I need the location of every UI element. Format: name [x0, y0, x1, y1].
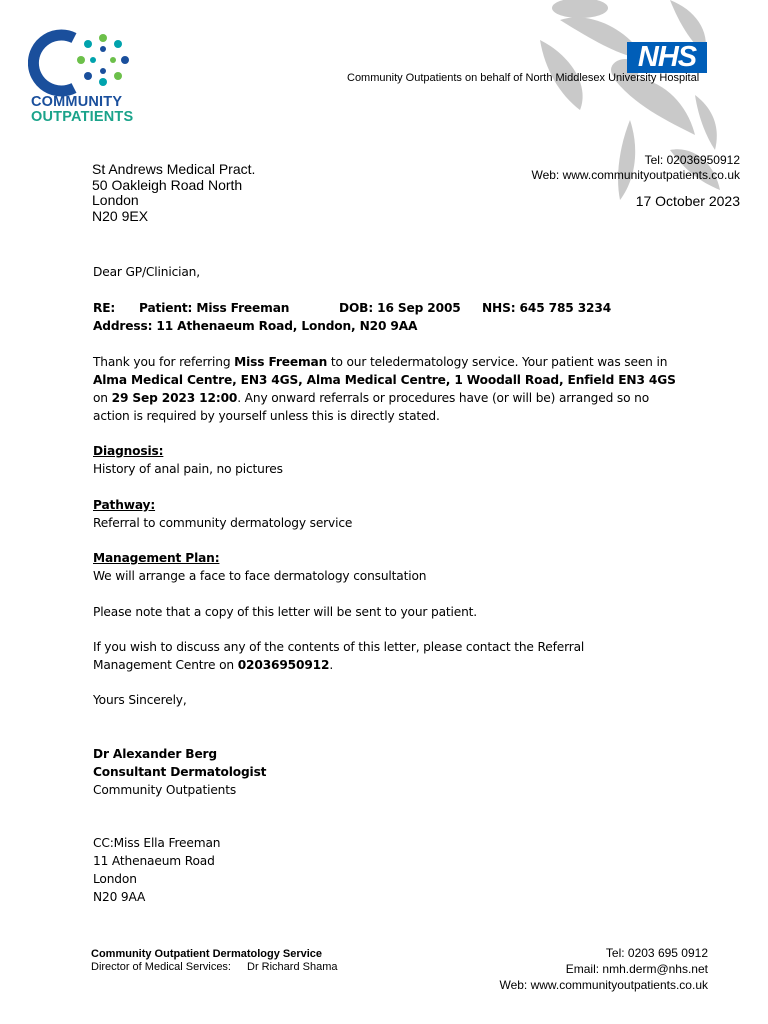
re-line — [93, 299, 693, 317]
intro-patient: Miss Freeman — [234, 355, 328, 369]
management-plan-section — [93, 549, 693, 585]
diagnosis-text: History of anal pain, no pictures — [93, 462, 283, 476]
footer-web: Web: www.communityoutpatients.co.uk — [499, 978, 708, 992]
re-label: RE: — [93, 301, 116, 315]
pathway-text: Referral to community dermatology service — [93, 516, 353, 530]
recipient-line: St Andrews Medical Pract. — [92, 161, 256, 177]
intro-text: . Any onward referrals or procedures have (or will be) arranged so no action is required by yourself unless this is directly stated. — [93, 391, 650, 423]
patient-nhs-number: NHS: 645 785 3234 — [482, 301, 612, 315]
cc-line: CC:Miss Ella Freeman — [93, 836, 221, 850]
patient-dob: DOB: 16 Sep 2005 — [339, 301, 461, 315]
footer-director-label: Director of Medical Services: — [91, 961, 231, 973]
footer-email: Email: nmh.derm@nhs.net — [565, 962, 708, 976]
nhs-logo: NHS — [627, 42, 707, 73]
copy-note: Please note that a copy of this letter will be sent to your patient. — [93, 605, 478, 619]
header-web: Web: www.communityoutpatients.co.uk — [531, 167, 740, 182]
header-tel: Tel: 02036950912 — [644, 153, 740, 167]
plan-text: We will arrange a face to face dermatology consultation — [93, 569, 427, 583]
closing: Yours Sincerely, — [93, 693, 187, 707]
footer-service: Community Outpatient Dermatology Service — [91, 948, 323, 960]
signature-title: Consultant Dermatologist — [93, 765, 267, 779]
logo-line1: COMMUNITY — [31, 94, 123, 110]
cc-line: N20 9AA — [93, 890, 146, 904]
logo-line2: OUTPATIENTS — [31, 109, 134, 125]
salutation: Dear GP/Clinician, — [93, 265, 200, 279]
footer-contact — [499, 945, 708, 993]
signature-org: Community Outpatients — [93, 783, 237, 797]
contact-text: If you wish to discuss any of the contents of this letter, please contact the Referral Management Centre on — [93, 640, 585, 672]
header-tagline: Community Outpatients on behalf of North Middlesex University Hospital — [347, 72, 700, 84]
recipient-line: N20 9EX — [92, 207, 149, 224]
pathway-heading: Pathway: — [93, 498, 156, 512]
signature-block — [93, 745, 693, 799]
diagnosis-heading: Diagnosis: — [93, 444, 164, 458]
letter-date: 17 October 2023 — [635, 193, 740, 209]
intro-text: on — [93, 391, 112, 405]
contact-text: . — [329, 658, 334, 672]
intro-text: Thank you for referring — [93, 355, 235, 369]
header-contact — [531, 153, 740, 182]
cc-line: 11 Athenaeum Road — [93, 854, 215, 868]
diagnosis-section — [93, 442, 693, 478]
logo-text — [31, 95, 133, 125]
intro-datetime: 29 Sep 2023 12:00 — [111, 391, 238, 405]
recipient-line: London — [92, 192, 139, 208]
recipient-address — [92, 162, 255, 224]
intro-text: to our teledermatology service. Your patient was seen in — [327, 355, 668, 369]
footer-director-name: Dr Richard Shama — [247, 961, 338, 973]
signature-name: Dr Alexander Berg — [93, 747, 217, 761]
contact-phone: 02036950912 — [237, 658, 330, 672]
pathway-section — [93, 496, 693, 532]
cc-line: London — [93, 872, 137, 886]
footer-tel: Tel: 0203 695 0912 — [605, 946, 708, 960]
patient-address-text: Address: 11 Athenaeum Road, London, N20 9AA — [93, 319, 418, 333]
intro-location: Alma Medical Centre, EN3 4GS, Alma Medical Centre, 1 Woodall Road, Enfield EN3 4GS — [93, 373, 676, 387]
patient-name: Patient: Miss Freeman — [139, 301, 290, 315]
cc-block — [93, 834, 693, 906]
footer-service-info — [91, 948, 337, 974]
patient-address — [93, 317, 693, 335]
intro-paragraph — [93, 353, 678, 425]
contact-paragraph — [93, 638, 633, 674]
plan-heading: Management Plan: — [93, 551, 220, 565]
recipient-line: 50 Oakleigh Road North — [92, 176, 243, 193]
